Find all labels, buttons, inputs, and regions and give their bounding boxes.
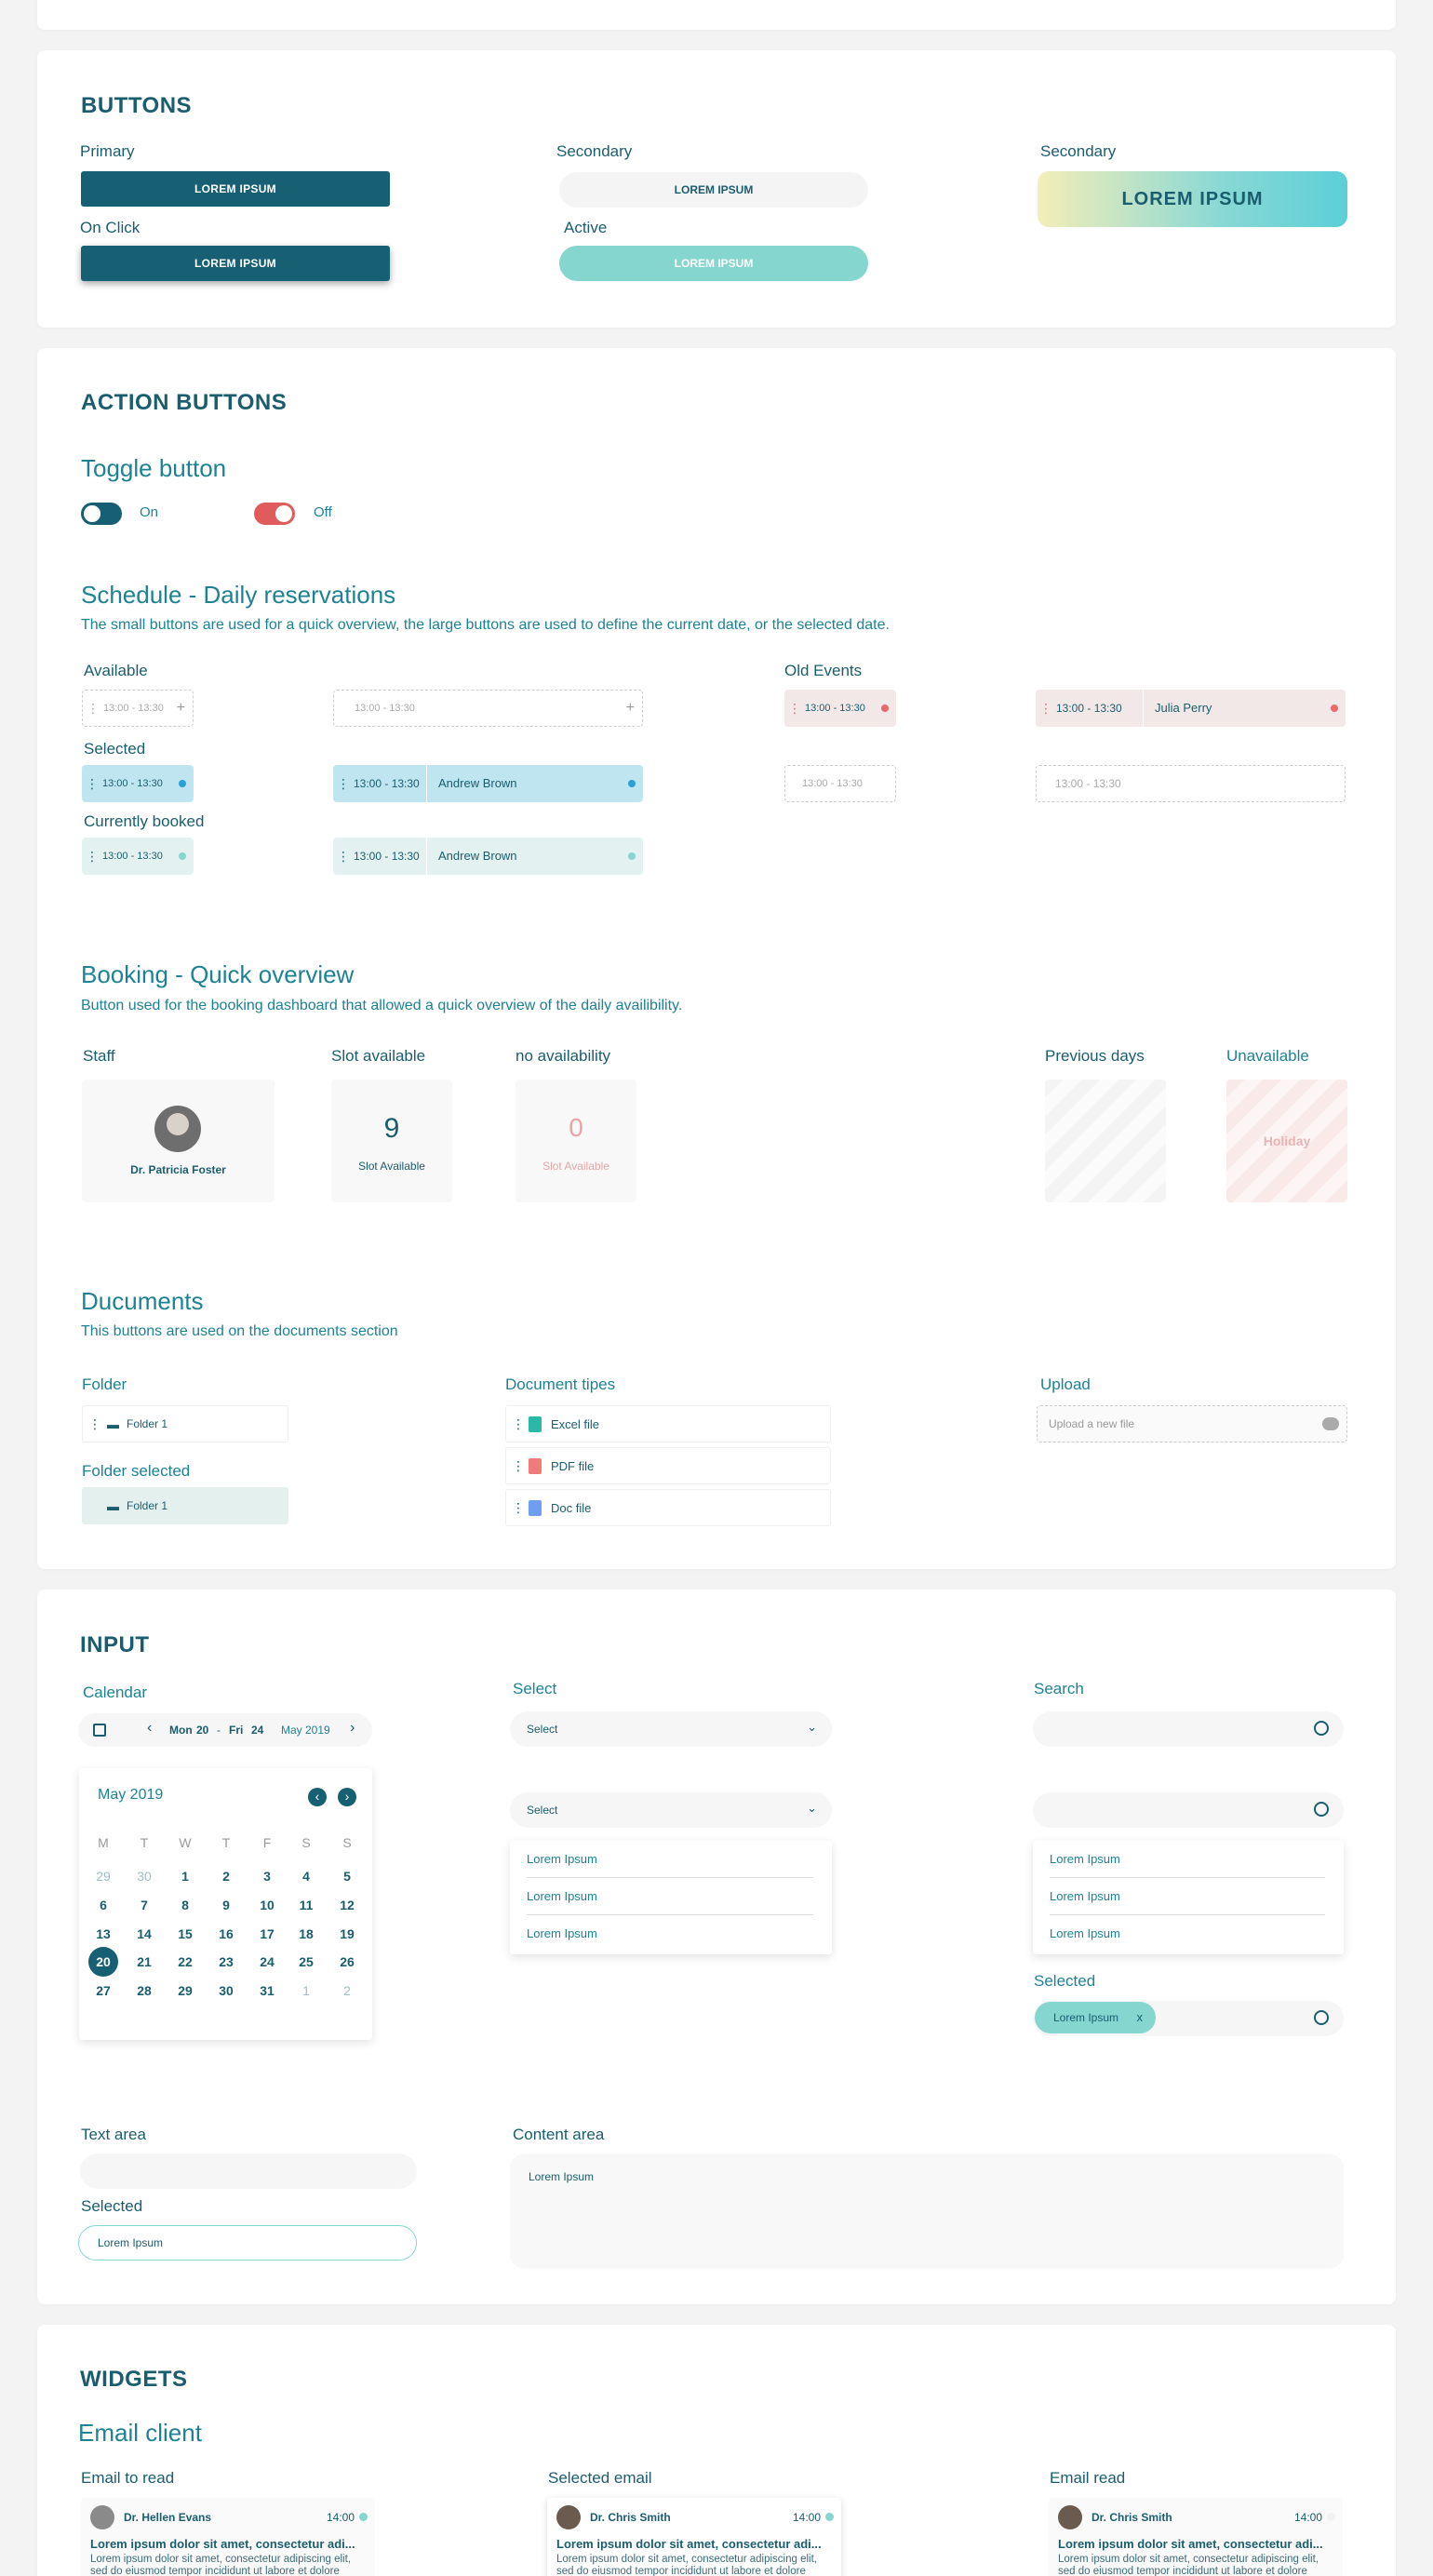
folder-item-selected[interactable] [82, 1487, 288, 1524]
calendar-day[interactable]: 13 [96, 1926, 111, 1941]
primary-label: Primary [80, 142, 135, 160]
calendar-day[interactable]: 19 [340, 1926, 355, 1941]
avatar [154, 1106, 201, 1152]
drag-handle-icon[interactable]: ⋮ [87, 701, 100, 716]
email-time: 14:00 [792, 2511, 821, 2524]
old-events-label: Old Events [784, 662, 863, 679]
folder-name: Folder 1 [127, 1417, 168, 1430]
active-label: Active [564, 219, 608, 236]
secondary-button[interactable]: LOREM IPSUM [559, 172, 868, 208]
weekday-header: S [301, 1835, 311, 1850]
status-dot [628, 852, 636, 860]
status-dot [881, 704, 889, 712]
excel-icon [529, 1416, 542, 1432]
calendar-day[interactable]: 27 [96, 1983, 111, 1998]
chevron-down-icon: ⌄ [807, 1720, 817, 1734]
email-to-read-label: Email to read [81, 2469, 175, 2487]
slot-available-large[interactable] [333, 690, 643, 727]
select-dropdown [510, 1841, 832, 1954]
read-dot [1327, 2513, 1335, 2521]
plus-icon: + [176, 700, 185, 716]
content-area-label: Content area [513, 2126, 605, 2143]
calendar-day[interactable]: 7 [141, 1898, 148, 1912]
slot-selected-small[interactable] [82, 765, 194, 802]
drag-handle-icon[interactable]: ⋮ [337, 776, 350, 791]
unread-dot [359, 2513, 368, 2521]
selected-email-label: Selected email [548, 2469, 652, 2487]
tag-close-icon[interactable]: x [1136, 2010, 1143, 2024]
weekday-header: T [221, 1835, 231, 1850]
available-label: Available [84, 662, 148, 679]
slot-time: 13:00 - 13:30 [1055, 777, 1121, 790]
select-option[interactable]: Lorem Ipsum [527, 1841, 813, 1878]
range-month: May 2019 [281, 1724, 330, 1737]
toggle-on-label: On [140, 504, 159, 520]
calendar-day[interactable]: 31 [260, 1983, 275, 1998]
folder-item[interactable] [82, 1405, 288, 1442]
email-client-title: Email client [78, 2419, 202, 2447]
email-sender: Dr. Chris Smith [590, 2511, 671, 2524]
drag-handle-icon[interactable]: ⋮ [512, 1415, 525, 1431]
schedule-subtitle: The small buttons are used for a quick overview, the large buttons are used to define the current date, or the selected date. [81, 617, 890, 633]
gradient-button[interactable]: LOREM IPSUM [1038, 171, 1347, 227]
toggle-off-label: Off [314, 504, 332, 520]
search-input[interactable] [1033, 1711, 1344, 1747]
search-result[interactable]: Lorem Ipsum [1050, 1841, 1325, 1878]
folder-icon: ▬ [107, 1416, 119, 1431]
secondary-label: Secondary [556, 142, 633, 160]
weekday-header: W [179, 1835, 192, 1850]
avatar [556, 2505, 581, 2529]
slot-time: 13:00 - 13:30 [1056, 702, 1122, 715]
calendar-day[interactable]: 2 [343, 1983, 351, 1998]
calendar-day[interactable]: 25 [299, 1954, 314, 1969]
slot-time: 13:00 - 13:30 [103, 703, 164, 714]
text-area-label: Text area [81, 2126, 146, 2143]
primary-button[interactable]: LOREM IPSUM [81, 171, 390, 207]
slot-name: Julia Perry [1143, 690, 1212, 727]
calendar-day[interactable]: 1 [302, 1983, 310, 1998]
folder-icon: ▬ [107, 1498, 119, 1513]
avatar [1058, 2505, 1082, 2529]
slot-old-large[interactable] [1036, 690, 1346, 727]
weekday-header: T [140, 1835, 149, 1850]
weekday-header: M [98, 1835, 109, 1850]
calendar-day[interactable]: 30 [137, 1869, 152, 1884]
select-value: Select [527, 1804, 558, 1817]
calendar-day[interactable]: 21 [137, 1954, 152, 1969]
schedule-title: Schedule - Daily reservations [81, 581, 396, 609]
search-icon[interactable] [1314, 1721, 1329, 1736]
cloud-upload-icon[interactable] [1322, 1417, 1339, 1430]
search-selected-label: Selected [1034, 1972, 1096, 1990]
calendar-day[interactable]: 30 [219, 1983, 234, 1998]
buttons-card [37, 50, 1396, 328]
excel-file[interactable] [505, 1405, 831, 1442]
secondary-gradient-label: Secondary [1040, 142, 1117, 160]
email-sender: Dr. Hellen Evans [124, 2511, 212, 2524]
staff-label: Staff [83, 1047, 115, 1065]
slot-booked-large[interactable] [333, 838, 643, 875]
on-click-button[interactable]: LOREM IPSUM [81, 246, 390, 281]
section-title: ACTION BUTTONS [81, 390, 288, 415]
avatar [90, 2505, 114, 2529]
select-label: Select [513, 1680, 557, 1697]
search-icon[interactable] [1314, 2010, 1329, 2025]
email-unread[interactable] [81, 2498, 375, 2576]
top-card-partial [37, 0, 1396, 30]
calendar-day[interactable]: 16 [219, 1926, 234, 1941]
range-to-day: 24 [251, 1724, 264, 1737]
calendar-day[interactable]: 1 [181, 1869, 189, 1884]
search-icon[interactable] [1314, 1802, 1329, 1817]
date-range-picker[interactable] [78, 1713, 372, 1747]
drag-handle-icon[interactable]: ⋮ [86, 776, 99, 791]
upload-field[interactable] [1037, 1405, 1347, 1442]
drag-handle-icon[interactable]: ⋮ [337, 849, 350, 864]
text-field[interactable] [80, 2153, 417, 2189]
selected-label: Selected [84, 740, 146, 758]
slot-booked-small[interactable] [82, 838, 194, 875]
upload-label: Upload [1040, 1375, 1091, 1393]
chevron-right-icon[interactable]: › [350, 1720, 355, 1736]
toggle-off[interactable] [254, 503, 295, 525]
slot-time: 13:00 - 13:30 [102, 851, 163, 862]
calendar-icon [93, 1724, 106, 1737]
drag-handle-icon[interactable]: ⋮ [88, 1415, 101, 1431]
calendar-day[interactable]: 8 [181, 1898, 189, 1912]
input-card [37, 1590, 1396, 2304]
calendar-popup [79, 1768, 372, 2040]
doc-file[interactable] [505, 1489, 831, 1526]
slot-time: 13:00 - 13:30 [102, 778, 163, 789]
content-value: Lorem Ipsum [529, 2170, 595, 2183]
no-availability-tile[interactable] [516, 1080, 636, 1202]
drag-handle-icon[interactable]: ⋮ [512, 1457, 525, 1473]
file-name: Excel file [551, 1416, 600, 1431]
tag-label: Lorem Ipsum [1053, 2011, 1119, 2024]
slot-text: Slot Available [542, 1160, 609, 1173]
calendar-day[interactable]: 12 [340, 1898, 355, 1912]
range-from-day: 20 [196, 1724, 209, 1737]
calendar-day[interactable]: 22 [178, 1954, 193, 1969]
document-tipes-label: Document tipes [505, 1375, 616, 1393]
range-from: Mon [169, 1724, 193, 1737]
email-sender: Dr. Chris Smith [1091, 2511, 1172, 2524]
slot-time: 13:00 - 13:30 [802, 778, 863, 789]
doc-icon [529, 1500, 542, 1516]
previous-days-label: Previous days [1045, 1047, 1145, 1065]
email-preview: Lorem ipsum dolor sit amet, consectetur adipiscing elit, sed do eiusmod tempor incididunt ut labore et dolore [556, 2554, 817, 2576]
calendar-day[interactable]: 20 [88, 1947, 118, 1977]
search-result[interactable]: Lorem Ipsum [1050, 1926, 1120, 1940]
unread-dot [825, 2513, 834, 2521]
range-separator: - [217, 1724, 221, 1737]
slot-old-small[interactable] [784, 690, 896, 727]
status-dot [1331, 704, 1338, 712]
holiday-text: Holiday [1263, 1134, 1311, 1148]
status-dot [628, 780, 636, 787]
documents-title: Ducuments [81, 1287, 204, 1315]
slot-available-tile[interactable] [331, 1080, 452, 1202]
status-dot [179, 852, 186, 860]
calendar-day[interactable]: 11 [299, 1898, 314, 1912]
drag-handle-icon[interactable]: ⋮ [512, 1499, 525, 1515]
calendar-day[interactable]: 10 [260, 1898, 275, 1912]
documents-subtitle: This buttons are used on the documents section [81, 1323, 398, 1339]
calendar-day[interactable]: 2 [222, 1869, 230, 1884]
calendar-day[interactable]: 17 [260, 1926, 275, 1941]
upload-placeholder: Upload a new file [1049, 1417, 1135, 1430]
no-availability-label: no availability [516, 1047, 611, 1065]
calendar-day[interactable]: 24 [260, 1954, 275, 1969]
calendar-day[interactable]: 26 [340, 1954, 355, 1969]
content-area[interactable] [510, 2153, 1344, 2269]
slot-empty-large[interactable] [1036, 765, 1346, 802]
calendar-day[interactable]: 9 [222, 1898, 230, 1912]
active-button[interactable]: LOREM IPSUM [559, 246, 868, 281]
doctor-name: Dr. Patricia Foster [130, 1163, 226, 1176]
file-name: PDF file [551, 1458, 595, 1473]
email-subject: Lorem ipsum dolor sit amet, consectetur adi... [90, 2537, 355, 2551]
slot-time: 13:00 - 13:30 [805, 703, 865, 714]
search-input-selected[interactable] [1033, 2001, 1344, 2036]
status-dot [179, 780, 186, 787]
search-result[interactable]: Lorem Ipsum [1050, 1878, 1325, 1915]
calendar-month: May 2019 [98, 1787, 164, 1803]
email-read[interactable] [1049, 2498, 1343, 2576]
email-preview: Lorem ipsum dolor sit amet, consectetur adipiscing elit, sed do eiusmod tempor incididunt ut labore et dolore [90, 2554, 351, 2576]
toggle-title: Toggle button [81, 454, 227, 482]
slot-time: 13:00 - 13:30 [354, 850, 420, 863]
calendar-day[interactable]: 15 [178, 1926, 193, 1941]
slot-text: Slot Available [358, 1160, 425, 1173]
drag-handle-icon[interactable]: ⋮ [86, 849, 99, 864]
text-selected-label: Selected [81, 2197, 143, 2215]
select-open[interactable] [510, 1792, 832, 1828]
section-title: INPUT [80, 1632, 150, 1657]
slot-time: 13:00 - 13:30 [355, 703, 415, 714]
calendar-day[interactable]: 3 [263, 1869, 271, 1884]
weekday-header: S [342, 1835, 352, 1850]
pdf-icon [529, 1458, 542, 1474]
booking-subtitle: Button used for the booking dashboard that allowed a quick overview of the daily availibility. [81, 998, 683, 1013]
previous-days-tile [1045, 1080, 1166, 1202]
search-input-open[interactable] [1033, 1792, 1344, 1828]
email-time: 14:00 [326, 2511, 355, 2524]
slot-empty-small[interactable] [784, 765, 896, 802]
slot-name: Andrew Brown [426, 838, 517, 875]
weekday-header: F [262, 1835, 272, 1850]
slot-name: Andrew Brown [426, 765, 517, 802]
text-value: Lorem Ipsum [98, 2236, 164, 2249]
select-option[interactable]: Lorem Ipsum [527, 1878, 813, 1915]
selected-tag[interactable] [1035, 2002, 1156, 2033]
unavailable-tile [1226, 1080, 1347, 1202]
email-read-label: Email read [1050, 2469, 1126, 2487]
calendar-day[interactable]: 29 [96, 1869, 111, 1884]
select-closed[interactable] [510, 1711, 832, 1747]
email-subject: Lorem ipsum dolor sit amet, consectetur adi... [1058, 2537, 1323, 2551]
email-preview: Lorem ipsum dolor sit amet, consectetur adipiscing elit, sed do eiusmod tempor incididunt ut labore et dolore [1058, 2554, 1319, 2576]
search-label: Search [1034, 1680, 1084, 1697]
calendar-day[interactable]: 6 [100, 1898, 107, 1912]
staff-tile[interactable] [82, 1080, 275, 1202]
slot-available-label: Slot available [331, 1047, 426, 1065]
slot-count: 0 [569, 1113, 583, 1142]
booking-title: Booking - Quick overview [81, 960, 355, 988]
calendar-day[interactable]: 18 [299, 1926, 314, 1941]
email-selected[interactable] [547, 2498, 841, 2576]
prev-month-icon[interactable]: ‹ [308, 1788, 327, 1806]
slot-count: 9 [383, 1113, 400, 1144]
drag-handle-icon[interactable]: ⋮ [1039, 701, 1052, 716]
calendar-day[interactable]: 5 [343, 1869, 351, 1884]
folder-selected-label: Folder selected [82, 1462, 191, 1480]
calendar-day[interactable]: 14 [137, 1926, 152, 1941]
calendar-label: Calendar [83, 1684, 147, 1701]
slot-available-small[interactable] [82, 690, 194, 727]
slot-selected-large[interactable] [333, 765, 643, 802]
chevron-down-icon: ⌄ [807, 1801, 817, 1815]
search-dropdown [1033, 1841, 1344, 1954]
on-click-label: On Click [80, 219, 141, 236]
unavailable-label: Unavailable [1226, 1047, 1309, 1065]
chevron-left-icon[interactable]: ‹ [147, 1720, 153, 1736]
calendar-day[interactable]: 29 [178, 1983, 193, 1998]
slot-time: 13:00 - 13:30 [354, 777, 420, 790]
email-time: 14:00 [1293, 2511, 1322, 2524]
widgets-card [37, 2325, 1396, 2576]
select-option[interactable]: Lorem Ipsum [527, 1926, 597, 1940]
folder-name: Folder 1 [127, 1499, 168, 1512]
next-month-icon[interactable]: › [338, 1788, 356, 1806]
currently-booked-label: Currently booked [84, 812, 205, 830]
email-subject: Lorem ipsum dolor sit amet, consectetur adi... [556, 2537, 822, 2551]
toggle-on[interactable] [81, 503, 122, 525]
calendar-day[interactable]: 28 [137, 1983, 152, 1998]
folder-label: Folder [82, 1375, 127, 1393]
calendar-day[interactable]: 23 [219, 1954, 234, 1969]
select-value: Select [527, 1723, 558, 1736]
pdf-file[interactable] [505, 1447, 831, 1484]
action-buttons-card [37, 348, 1396, 1569]
section-title: WIDGETS [80, 2367, 188, 2392]
calendar-day[interactable]: 4 [302, 1869, 310, 1884]
section-title: BUTTONS [81, 93, 193, 118]
range-to: Fri [229, 1724, 244, 1737]
text-field-selected[interactable] [78, 2225, 417, 2261]
plus-icon: + [625, 700, 635, 716]
drag-handle-icon[interactable]: ⋮ [788, 701, 801, 716]
file-name: Doc file [551, 1500, 592, 1515]
